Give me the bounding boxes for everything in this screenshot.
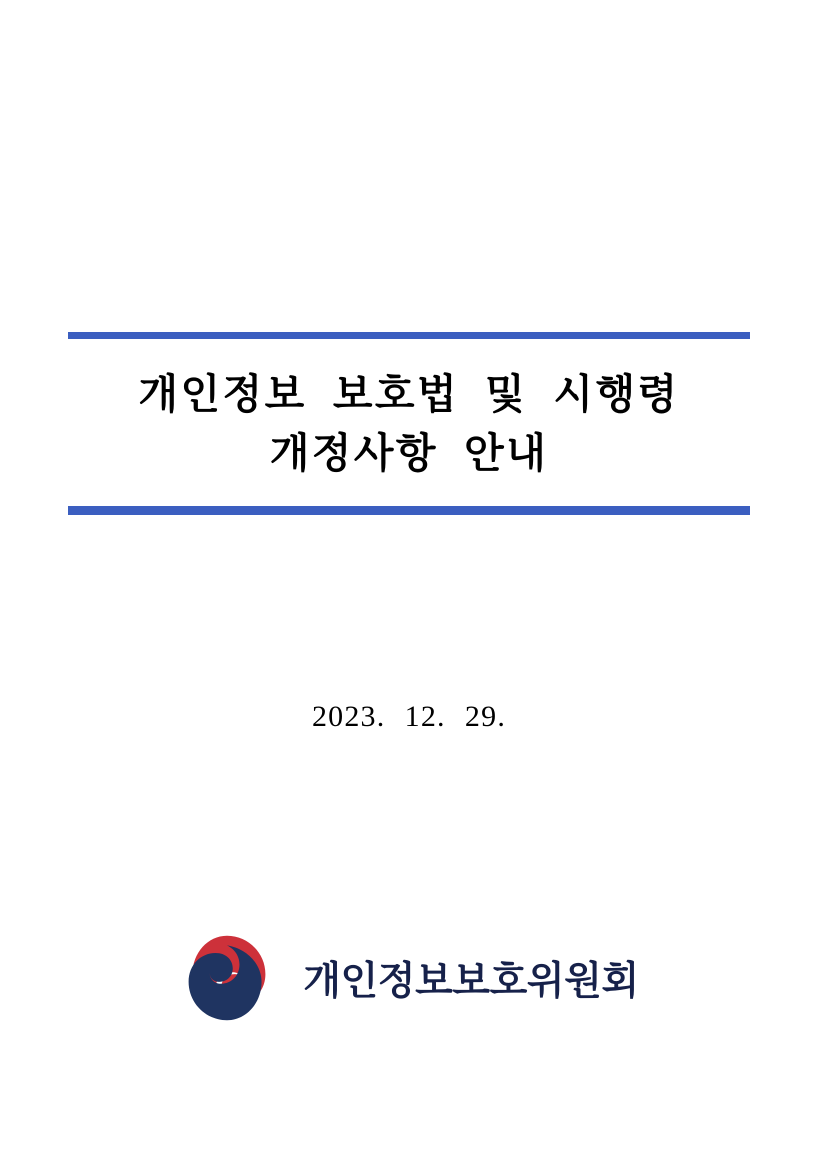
title-block	[68, 332, 750, 515]
page-title-line-1: 개인정보 보호법 및 시행령	[138, 371, 680, 417]
page-title-line-2: 개정사항 안내	[269, 430, 549, 477]
title-bottom-rule	[68, 506, 750, 515]
title-top-rule	[68, 332, 750, 339]
organization-name: 개인정보보호위원회	[303, 960, 639, 1003]
taegeuk-emblem-icon	[179, 930, 275, 1026]
document-date: 2023. 12. 29.	[311, 700, 507, 733]
page-title	[68, 365, 750, 484]
document-footer	[0, 930, 818, 1026]
